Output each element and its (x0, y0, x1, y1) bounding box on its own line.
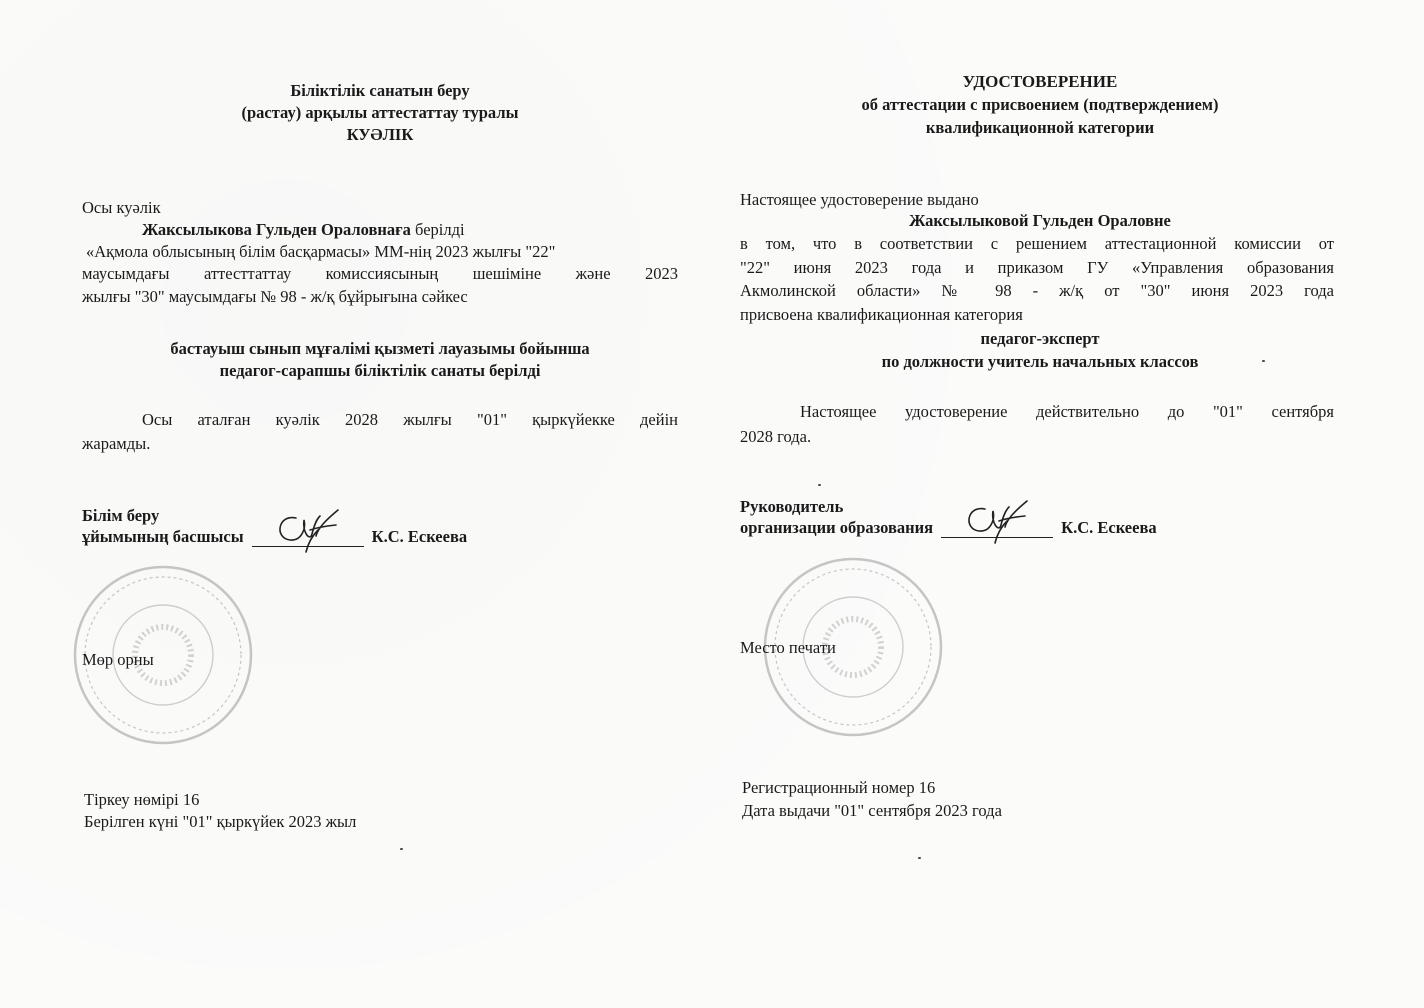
kz-issued-intro: Осы куәлік (82, 198, 161, 217)
ru-issue-date: Дата выдачи "01" сентября 2023 года (742, 801, 1002, 820)
ru-validity-line-2: 2028 года. (740, 427, 812, 446)
kz-title-line-2: (растау) арқылы аттестаттау туралы (241, 103, 519, 122)
ru-basis-line-3: Акмолинской области» № 98 - ж/қ от "30" июня 2023 года (740, 281, 1334, 300)
handwritten-signature-icon (266, 506, 346, 556)
ru-basis-line-1: в том, что в соответствии с решением аттестационной комиссии от (740, 234, 1334, 253)
kz-reg-number: Тіркеу нөмірі 16 (84, 790, 200, 809)
ru-head-label-line-1: Руководитель (740, 497, 844, 516)
kz-signature-line (252, 528, 364, 547)
ru-seal-place: Место печати (740, 638, 836, 657)
ru-validity-line-1: Настоящее удостоверение действительно до "01" сентября (800, 402, 1334, 421)
kz-head-name: К.С. Ескеева (371, 527, 468, 546)
ru-basis-line-2: "22" июня 2023 года и приказом ГУ «Управления образования (740, 258, 1334, 277)
ru-category-line-1: педагог-эксперт (980, 329, 1100, 348)
handwritten-signature-icon (955, 497, 1035, 547)
kz-basis-line-1: «Ақмола облысының білім басқармасы» ММ-нің 2023 жылғы "22" (86, 242, 556, 261)
ru-signature-line (941, 519, 1053, 538)
kz-validity-line-2: жарамды. (82, 434, 151, 453)
ru-head-signature-row (740, 518, 1157, 538)
ru-head-label-line-2: организации образования (740, 518, 934, 537)
ru-reg-number: Регистрационный номер 16 (742, 778, 936, 797)
kz-basis-line-3: жылғы "30" маусымдағы № 98 - ж/қ бұйрығына сәйкес (82, 287, 468, 306)
kz-head-label-line-2: ұйымының басшысы (82, 527, 244, 546)
kz-recipient-suffix: берілді (410, 220, 465, 239)
ru-title-line-1: УДОСТОВЕРЕНИЕ (962, 72, 1118, 91)
scan-speck (918, 857, 921, 859)
ru-category-line-2: по должности учитель начальных классов (881, 352, 1199, 371)
kz-category-line-2: педагог-сарапшы біліктілік санаты берілді (219, 361, 541, 380)
kz-seal-place: Мөр орны (82, 650, 154, 669)
ru-title-line-3: квалификационной категории (925, 118, 1155, 137)
kz-recipient-name: Жаксылыкова Гульден Ораловнаға (142, 220, 411, 239)
kz-basis-line-2: маусымдағы аттесттаттау комиссиясының шешіміне және 2023 (82, 264, 678, 283)
kz-title-line-1: Біліктілік санатын беру (290, 81, 470, 100)
kz-head-label-line-1: Білім беру (82, 506, 160, 525)
ru-head-name: К.С. Ескеева (1061, 518, 1157, 537)
kz-issue-date: Берілген күні "01" қыркүйек 2023 жыл (84, 812, 357, 831)
kz-title-line-3: КУӘЛІК (346, 125, 414, 144)
scan-speck (400, 848, 403, 850)
scan-speck (818, 484, 821, 486)
kz-head-signature-row (82, 527, 467, 547)
ru-issued-intro: Настоящее удостоверение выдано (740, 190, 979, 209)
ru-title-line-2: об аттестации с присвоением (подтверждением) (861, 95, 1219, 114)
kz-category-line-1: бастауыш сынып мұғалімі қызметі лауазымы бойынша (170, 339, 590, 358)
scan-speck (1262, 360, 1265, 362)
kz-recipient (142, 220, 465, 240)
kz-validity-line-1: Осы аталған куәлік 2028 жылғы "01" қыркүйекке дейін (142, 410, 678, 429)
ru-basis-line-4: присвоена квалификационная категория (740, 305, 1023, 324)
ru-recipient-name: Жаксылыковой Гульден Ораловне (909, 211, 1171, 230)
